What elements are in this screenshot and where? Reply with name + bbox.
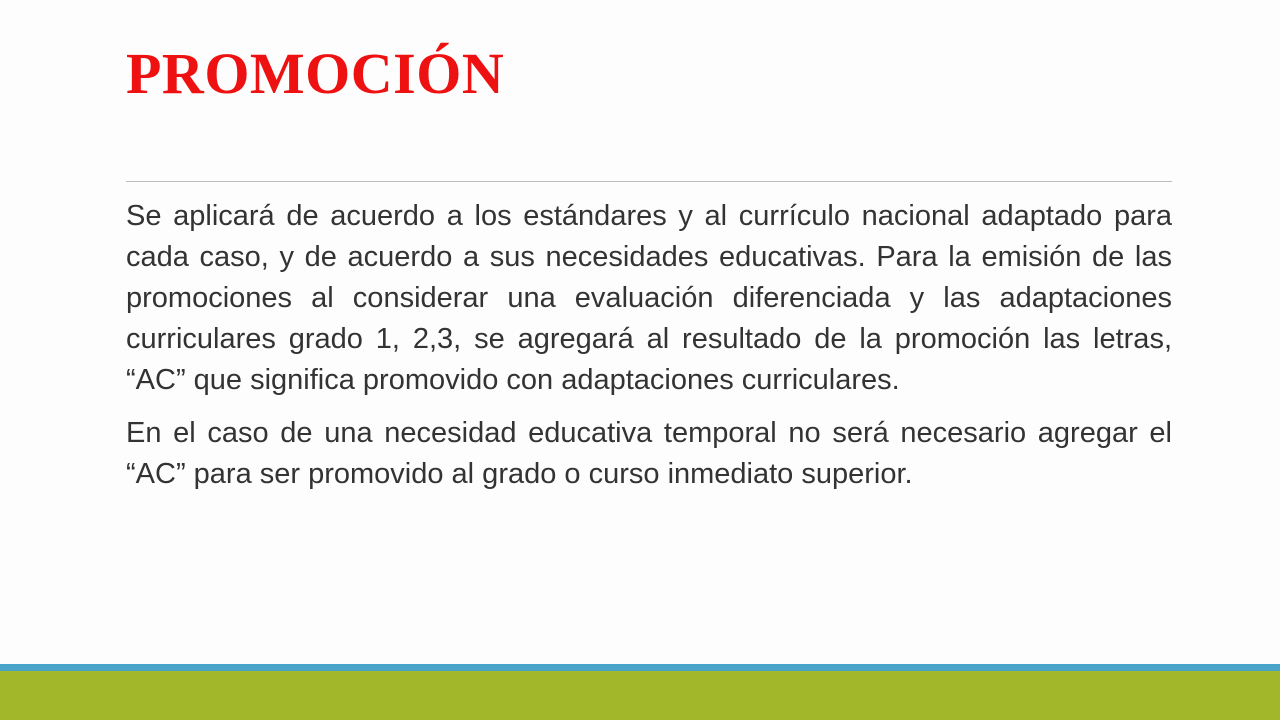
paragraph-promotion-rules: Se aplicará de acuerdo a los estándares y al currículo nacional adaptado para cada caso, y de acuerdo a sus necesidades educativas. Para la emisión de las promociones al considerar una evaluación diferenciada y las adaptaciones curriculares grado 1, 2,3, se agregará al resultado de la promoción las letras, “AC” que significa promovido con adaptaciones curriculares. [126, 200, 1172, 396]
slide-title: PROMOCIÓN [126, 41, 505, 106]
title-divider [126, 181, 1172, 182]
slide-body [126, 196, 1172, 507]
footer-accent-bar [0, 664, 1280, 671]
paragraph-temporary-need: En el caso de una necesidad educativa temporal no será necesario agregar el “AC” para ser promovido al grado o curso inmediato superior. [126, 417, 1172, 490]
footer-band [0, 671, 1280, 720]
